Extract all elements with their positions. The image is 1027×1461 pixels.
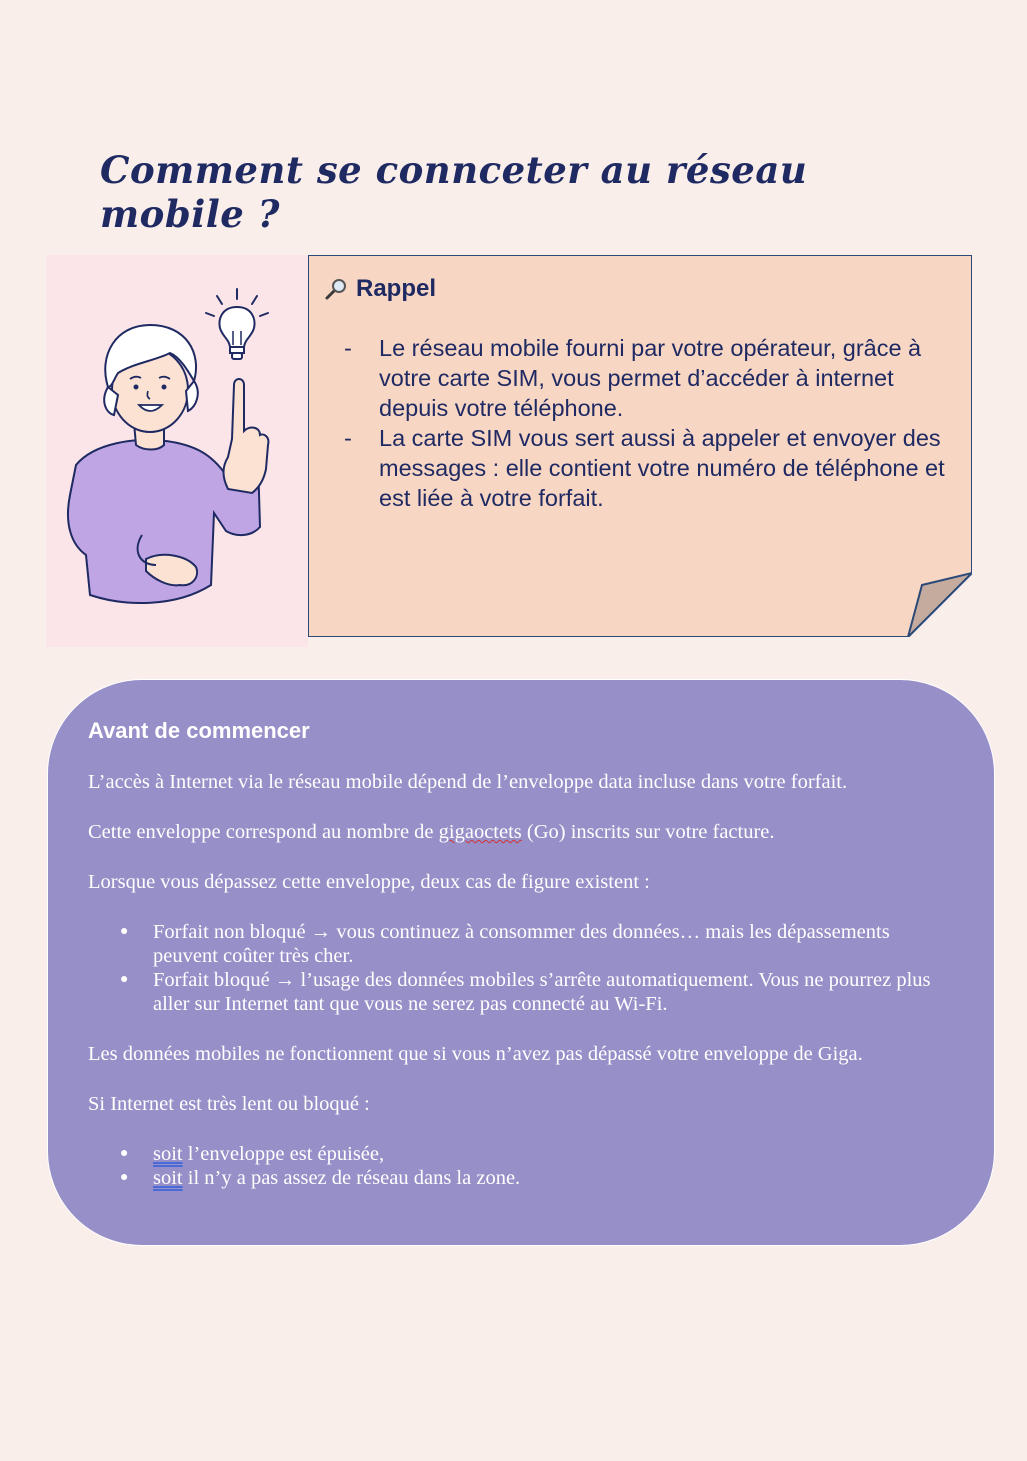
panel-body (88, 770, 958, 1216)
paragraph-access: L’accès à Internet via le réseau mobile dépend de l’enveloppe data incluse dans votre forfait. (88, 771, 848, 793)
paragraph-overage: Lorsque vous dépassez cette enveloppe, deux cas de figure existent : (88, 871, 650, 893)
rappel-heading (324, 275, 436, 303)
case-item: ● Forfait non bloqué → vous continuez à consommer des données… mais les dépassements peuvent coûter très cher. (120, 921, 890, 967)
case-item: ● Forfait bloqué → l’usage des données mobiles s’arrête automatiquement. Vous ne pourrez plus aller sur Internet tant que vous ne serez pas connecté au Wi-Fi. (120, 969, 931, 1015)
rappel-note (308, 255, 972, 637)
panel-heading: Avant de commencer (88, 718, 310, 743)
rappel-list (344, 333, 964, 513)
avant-de-commencer-panel (47, 679, 995, 1246)
paragraph-giga: Les données mobiles ne fonctionnent que si vous n’avez pas dépassé votre enveloppe de Giga. (88, 1043, 863, 1065)
paragraph-slow: Si Internet est très lent ou bloqué : (88, 1093, 370, 1115)
rappel-item: - La carte SIM vous sert aussi à appeler et envoyer des messages : elle contient votre numéro de téléphone et est liée à votre forfait. (344, 425, 945, 511)
spellcheck-word: gigaoctets (438, 821, 522, 843)
woman-idea-illustration (46, 255, 308, 647)
paragraph-envelope: Cette enveloppe correspond au nombre de gigaoctets (Go) inscrits sur votre facture. (88, 821, 775, 843)
woman-with-lightbulb-icon (46, 255, 308, 647)
cause-item: ● soit il n’y a pas assez de réseau dans la zone. (120, 1167, 521, 1189)
page-title: Comment se connceter au réseau mobile ? (100, 148, 808, 236)
magnifying-glass-icon (324, 277, 348, 301)
cause-item: ● soit l’enveloppe est épuisée, (120, 1143, 385, 1165)
rappel-item: - Le réseau mobile fourni par votre opérateur, grâce à votre carte SIM, vous permet d’accéder à internet depuis votre téléphone. (344, 335, 922, 421)
cases-list (88, 920, 958, 1016)
rappel-heading-text: Rappel (356, 275, 437, 302)
causes-list (88, 1142, 958, 1190)
